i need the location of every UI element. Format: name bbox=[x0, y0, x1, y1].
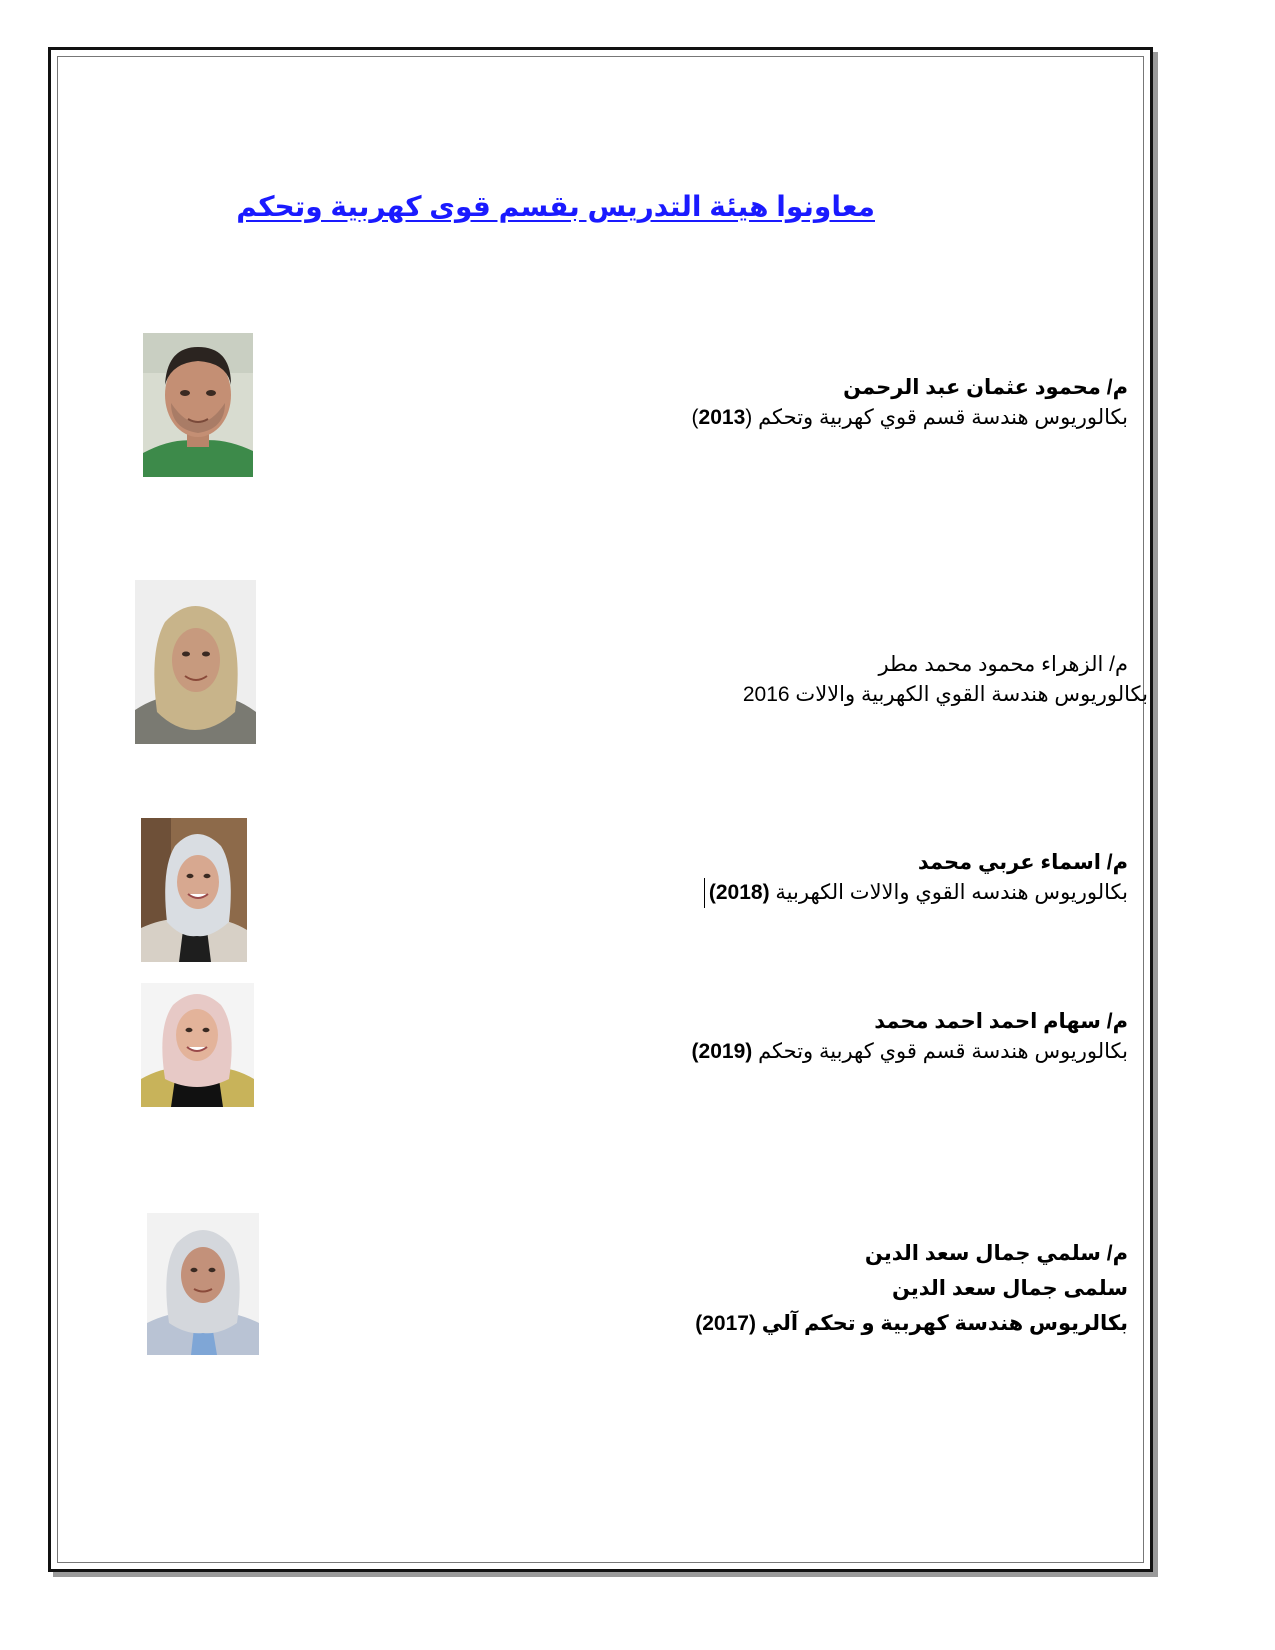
staff-name: م/ الزهراء محمود محمد مطر bbox=[878, 653, 1128, 676]
staff-degree: بكالريوس هندسة كهربية و تحكم آلي (2017) bbox=[695, 1312, 1128, 1335]
text-cursor bbox=[704, 878, 705, 908]
portrait-photo-2 bbox=[135, 580, 256, 744]
staff-degree: بكالوريوس هندسة القوي الكهربية والالات 2016 bbox=[742, 683, 1148, 706]
staff-entry-2 bbox=[742, 650, 1148, 710]
degree-year: (2019) bbox=[691, 1040, 753, 1063]
degree-year: (2018) bbox=[708, 881, 770, 904]
portrait-photo-woman-icon bbox=[141, 818, 247, 962]
staff-name: م/ سهام احمد احمد محمد bbox=[874, 1010, 1128, 1033]
portrait-photo-5 bbox=[147, 1213, 259, 1355]
portrait-photo-3 bbox=[141, 818, 247, 962]
staff-degree bbox=[692, 403, 1128, 433]
degree-close: ) bbox=[691, 406, 699, 429]
portrait-photo-woman-icon bbox=[147, 1213, 259, 1355]
staff-name: م/ اسماء عربي محمد bbox=[917, 851, 1128, 874]
staff-degree bbox=[704, 878, 1128, 908]
staff-name: م/ سلمي جمال سعد الدين bbox=[864, 1242, 1128, 1265]
portrait-photo-woman-icon bbox=[141, 983, 254, 1107]
degree-text: بكالوريوس هندسة قسم قوي كهربية وتحكم bbox=[752, 1040, 1128, 1063]
staff-name: م/ محمود عثمان عبد الرحمن bbox=[843, 376, 1128, 399]
staff-entry-4 bbox=[692, 1007, 1128, 1067]
portrait-photo-man-icon bbox=[143, 333, 253, 477]
staff-degree bbox=[692, 1037, 1128, 1067]
staff-entry-1 bbox=[692, 373, 1128, 433]
portrait-photo-1 bbox=[143, 333, 253, 477]
staff-entry-3 bbox=[704, 848, 1128, 908]
staff-name-alt: سلمى جمال سعد الدين bbox=[891, 1277, 1128, 1300]
staff-entry-5 bbox=[695, 1236, 1128, 1341]
degree-text: بكالوريوس هندسه القوي والالات الكهربية bbox=[769, 881, 1128, 904]
portrait-photo-4 bbox=[141, 983, 254, 1107]
portrait-photo-woman-icon bbox=[135, 580, 256, 744]
page-title: معاونوا هيئة التدريس بقسم قوى كهربية وتحكم bbox=[236, 191, 875, 222]
degree-year: 2013 bbox=[698, 406, 746, 429]
degree-text: بكالوريوس هندسة قسم قوي كهربية وتحكم ( bbox=[745, 406, 1128, 429]
